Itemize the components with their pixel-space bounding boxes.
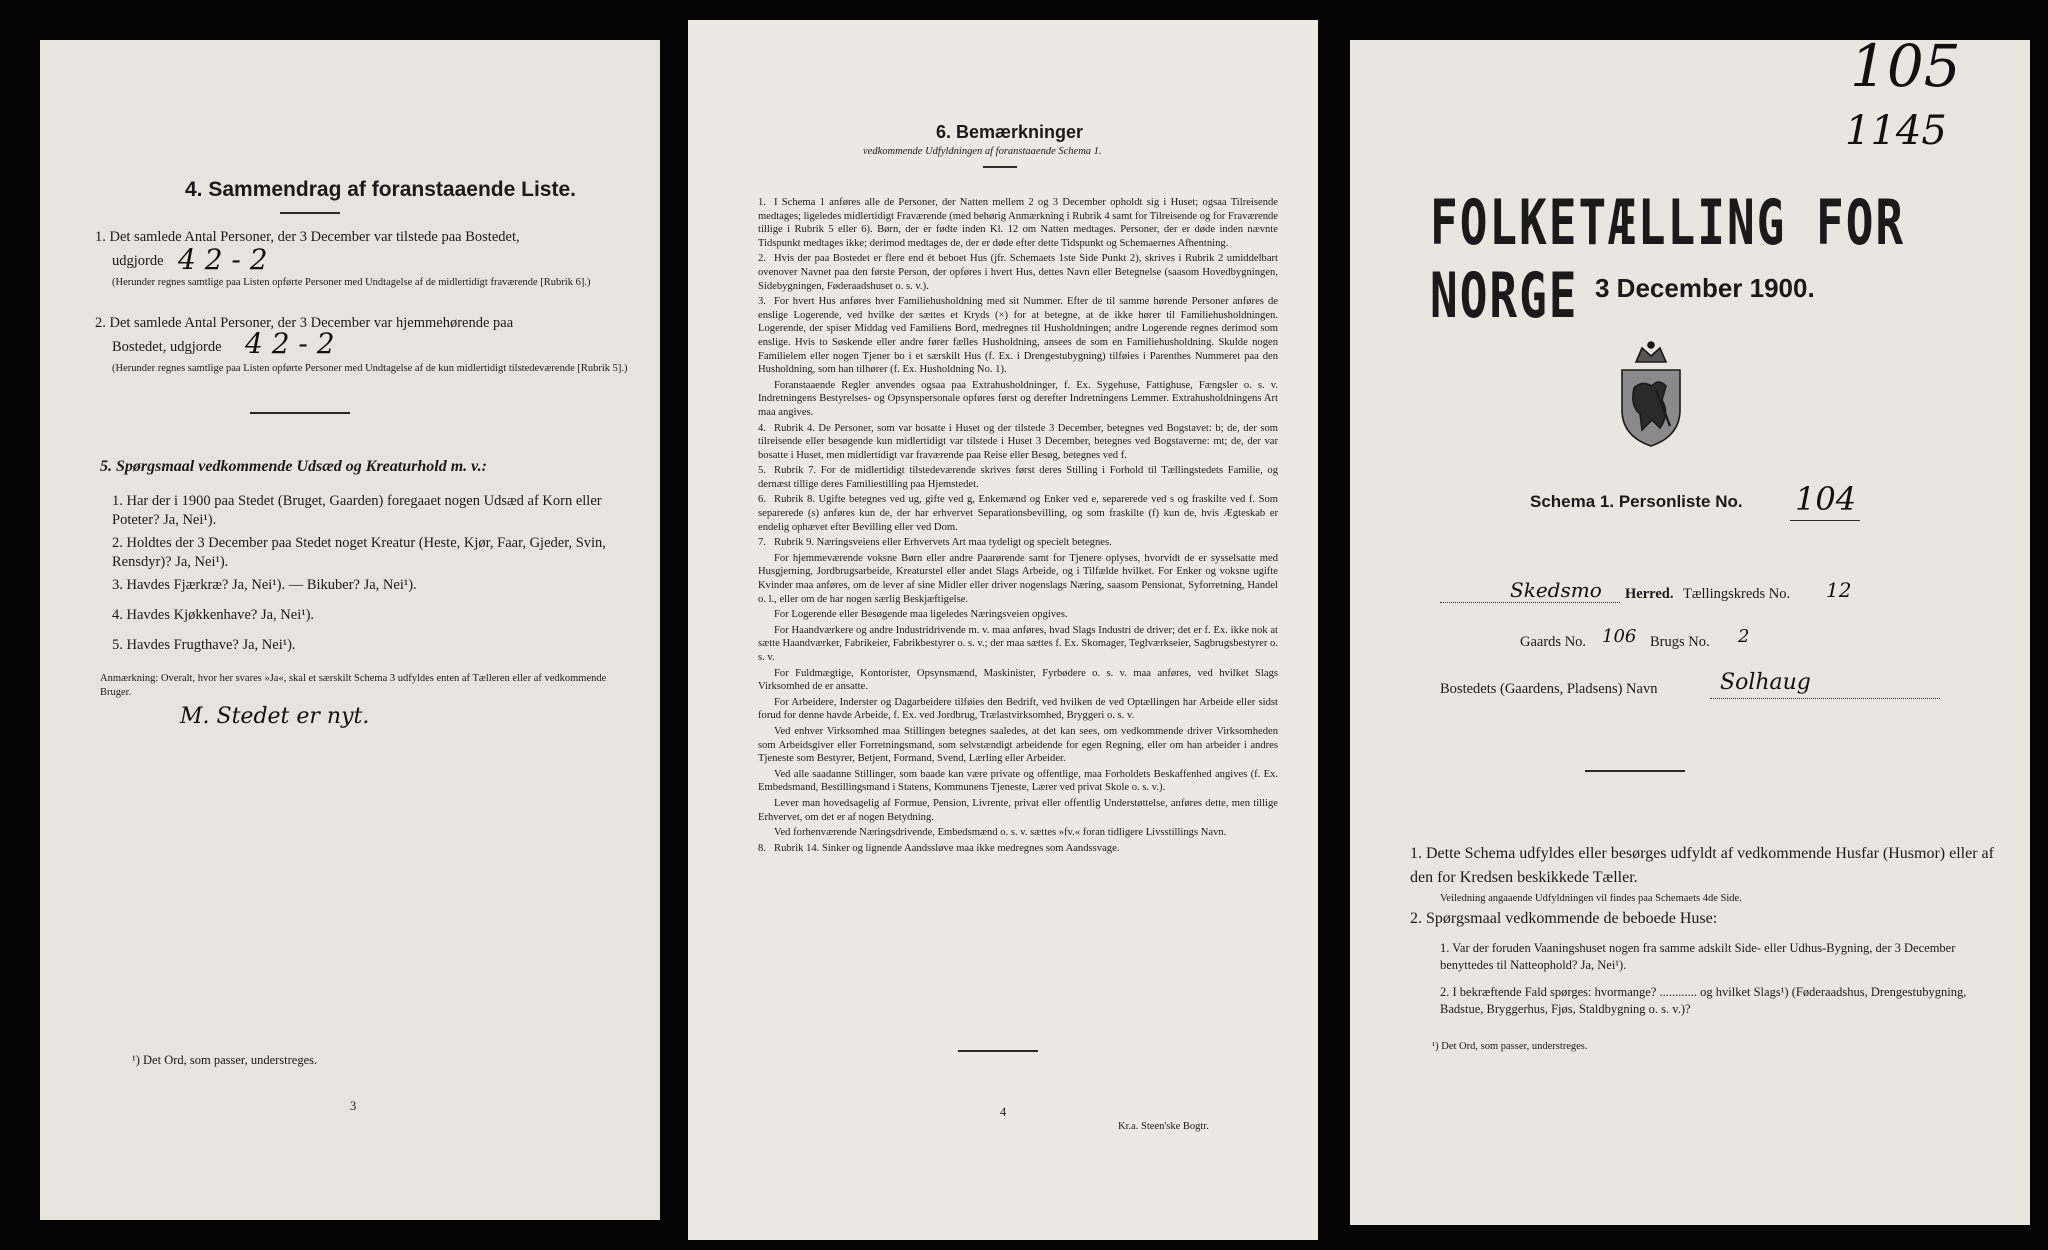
kreds-value: 12 <box>1826 578 1852 602</box>
page-left <box>40 40 660 1220</box>
instruction-2: 2. Spørgsmaal vedkommende de beboede Huse: <box>1410 910 1718 927</box>
question-3: 3. Havdes Fjærkræ? Ja, Nei¹). — Bikuber? Ja, Nei¹). <box>112 577 417 593</box>
note-item: 7. Rubrik 9. Næringsveiens eller Erhvervets Art maa tydeligt og specielt betegnes. <box>758 537 1112 549</box>
printer-credit: Kr.a. Steen'ske Bogtr. <box>1118 1121 1209 1132</box>
personliste-number: 104 <box>1795 480 1857 518</box>
instruction-1: 1. Dette Schema udfyldes eller besørges udfyldt af vedkommende Husfar (Husmor) eller af den for Kredsen beskikkede Tæller. <box>1410 845 1994 886</box>
note-item: 3. For hvert Hus anføres hver Familiehusholdning med sit Nummer. Efter de til samme hørende Personer anføres de enslige Logerende, ved hvilke der sættes et Kryds (×) for at betegne, at de ikke hører til Familiehusholdningen. Logerende, der spiser Middag ved Familiens Bord, medregnes til Husholdningen; andre Logerende regnes derimod som enslige. Hvis to Søskende eller andre fører fælles Husholdning, ansees de som en Familiehusholdning. Skulde nogen Familielem eller nogen Tjener bo i et særskilt Hus (f. Ex. i Drengestubygning) tilføies i Parenthes Nummeret paa den Husholdning, som han tilhører (f. Ex. Husholdning No. 1). <box>758 296 1278 376</box>
item1-label: udgjorde <box>112 253 164 269</box>
main-title: FOLKETÆLLING FOR NORGE <box>1430 186 1906 332</box>
note-item: For Haandværkere og andre Industridrivende m. v. maa anføres, hvad Slags Industri de driver; det er f. Ex. ikke nok at sætte Haandværker, Fabrikeier, Fabrikbestyrer o. s. v.; der maa sættes f. Ex. Skomager, Teglværkseier, Sagbrugsbestyrer o. s. v. <box>758 624 1278 663</box>
note-item: For hjemmeværende voksne Børn eller andre Paarørende samt for Tjenere oplyses, hvorvidt de er sysselsatte med Husgjerning, Jordbrugsarbeide, Kreaturstel eller andet Slags Arbeide, og i Tilfælde hvilket. For Enker og voksne ugifte Kvinder maa anføres, om de lever af sine Midler eller driver nogenslags Næring, saasom Pensionat, Syforretning, Handel o. l., eller om de har nogen særlig Beskjæftigelse. <box>758 552 1278 605</box>
section5-title: 5. Spørgsmaal vedkommende Udsæd og Kreaturhold m. v.: <box>100 458 487 475</box>
instruction-2-q1: 1. Var der foruden Vaaningshuset nogen fra samme adskilt Side- eller Udhus-Bygning, der 3 December benyttedes til Natteophold? Ja, Nei¹). <box>1440 941 1956 972</box>
note-item: 8. Rubrik 14. Sinker og lignende Aandssløve maa ikke medregnes som Aandssvage. <box>758 842 1120 854</box>
handwritten-note: M. Stedet er nyt. <box>180 704 370 729</box>
herred-line <box>1440 602 1620 603</box>
gaards-label: Gaards No. <box>1520 634 1587 650</box>
bosted-line <box>1710 698 1940 699</box>
anmerkning: Anmærkning: Overalt, hvor her svares »Ja«, skal et særskilt Schema 3 udfyldes enten af Tælleren eller af vedkommende Bruger. <box>100 673 607 698</box>
item2-note: (Herunder regnes samtlige paa Listen opførte Personer med Undtagelse af de kun midlertidigt tilstedeværende [Rubrik 5].) <box>112 363 628 374</box>
note-item: Lever man hovedsagelig af Formue, Pension, Livrente, privat eller offentlig Understøttelse, anføres dette, men tillige Erhvervet, om det er af nogen Betydning. <box>758 797 1278 823</box>
section6-subtitle: vedkommende Udfyldningen af foranstaaende Schema 1. <box>863 146 1102 157</box>
item1-note: (Herunder regnes samtlige paa Listen opførte Personer med Undtagelse af de midlertidigt fraværende [Rubrik 6].) <box>112 277 591 288</box>
bosted-label: Bostedets (Gaardens, Pladsens) Navn <box>1440 681 1658 697</box>
section4-title: 4. Sammendrag af foranstaaende Liste. <box>185 178 576 201</box>
notes-list <box>758 196 1278 857</box>
note-item: Ved alle saadanne Stillinger, som baade kan være private og offentlige, maa Forholdets Beskaffenhed angives (f. Ex. Embedsmand, Bestillingsmand i Statens, Kommunens Tjeneste, Lærer ved privat Skole o. s. v.). <box>758 768 1278 794</box>
brugs-label: Brugs No. <box>1650 634 1710 650</box>
coat-of-arms-icon <box>1612 340 1690 450</box>
herred-label: Herred. <box>1625 586 1674 602</box>
note-item: For Logerende eller Besøgende maa ligeledes Næringsveien opgives. <box>774 609 1068 621</box>
note-item: 2. Hvis der paa Bostedet er flere end ét beboet Hus (jfr. Schemaets 1ste Side Punkt 2), skrives i Rubrik 2 umiddelbart ovenover Navnet paa den første Person, der opføres i hvert Hus, dettes Navn eller Betegnelse (saasom Hovedbygningen, Sidebygningen, Føderaadshuset o. s. v.). <box>758 253 1278 292</box>
note-item: 6. Rubrik 8. Ugifte betegnes ved ug, gifte ved g, Enkemænd og Enker ved e, separerede ved s og fraskilte ved f. Som separerede (s) anføres kun de, der har erhvervet Separationsbevilling, og som fraskilte (f) kun de, hvis Ægteskab er endelig ophævet efter Bevilling eller ved Dom. <box>758 494 1278 533</box>
gaards-value: 106 <box>1602 626 1637 647</box>
divider <box>983 166 1017 168</box>
page-number: 3 <box>350 1099 357 1113</box>
item1-handwriting: 4 2 - 2 <box>178 243 268 276</box>
section6-title: 6. Bemærkninger <box>936 122 1084 142</box>
instruction-1-sub: Veiledning angaaende Udfyldningen vil findes paa Schemaets 4de Side. <box>1440 893 1742 904</box>
divider <box>1585 770 1685 772</box>
note-item: Ved enhver Virksomhed maa Stillingen betegnes saaledes, at det kan sees, om vedkommende driver Virksomheden som Arbeidsgiver eller Forretningsmand, som selvstændigt arbeidende for egen Regning, eller om han arbeider i andres Tjeneste som Bestyrer, Betjent, Formand, Svend, Lærling eller Arbeider. <box>758 725 1278 765</box>
page-middle <box>688 20 1318 1240</box>
divider <box>958 1050 1038 1052</box>
question-5: 5. Havdes Frugthave? Ja, Nei¹). <box>112 637 296 653</box>
item2-label: Bostedet, udgjorde <box>112 339 222 355</box>
dotted-line <box>1790 520 1860 521</box>
item2-handwriting: 4 2 - 2 <box>245 327 335 360</box>
archive-number: 1145 <box>1845 108 1947 154</box>
question-4: 4. Havdes Kjøkkenhave? Ja, Nei¹). <box>112 607 315 623</box>
kreds-label: Tællingskreds No. <box>1683 586 1791 602</box>
bosted-value: Solhaug <box>1720 670 1811 695</box>
note-item: Ved forhenværende Næringsdrivende, Embedsmænd o. s. v. sættes »fv.« foran tidligere Livsstillings Navn. <box>774 827 1227 839</box>
note-item: For Arbeidere, Inderster og Dagarbeidere tilføies den Bedrift, ved hvilken de ved Optællingen har Arbeide eller sidst forud for denne havde Arbeide, f. Ex. ved Jordbrug, Trælastvirksomhed, Bryggeri o. s. v. <box>758 696 1278 722</box>
divider <box>250 412 350 414</box>
note-item: 4. Rubrik 4. De Personer, som var bosatte i Huset og der tilstede 3 December, betegnes ved Bogstavet: b; de, der som tilreisende eller besøgende kun midlertidigt var tilstede i Huset 3 December, betegnes ved Bogstaverne: mt; de, der var bosatte i Huset, men midlertidigt var fraværende paa Reise eller Besøg, betegnes ved f. <box>758 422 1278 461</box>
census-date: 3 December 1900. <box>1595 273 1815 303</box>
divider <box>280 212 340 214</box>
page-right <box>1350 40 2030 1225</box>
note-item: For Fuldmægtige, Kontorister, Opsynsmænd, Maskinister, Fyrbødere o. s. v. maa anføres, ved hvilket Slags Virksomhed de er ansatte. <box>758 667 1278 693</box>
stamp-number: 105 <box>1850 40 1961 100</box>
instruction-2-q2: 2. I bekræftende Fald spørges: hvormange? ............ og hvilket Slags¹) (Føderaadshus, Drengestubygning, Badstue, Bryggerhus, Fjøs, Staldbygning o. s. v.)? <box>1440 985 1967 1016</box>
item1-text: 1. Det samlede Antal Personer, der 3 December var tilstede paa Bostedet, <box>95 229 520 245</box>
brugs-value: 2 <box>1738 626 1750 647</box>
note-item: 5. Rubrik 7. For de midlertidigt tilstedeværende skrives først deres Stilling i Forhold til Tællingstedets Familie, og dernæst tillige deres Familiestilling paa Hjemstedet. <box>758 465 1278 490</box>
question-2: 2. Holdtes der 3 December paa Stedet noget Kreatur (Heste, Kjør, Faar, Gjeder, Svin, Rensdyr)? Ja, Nei¹). <box>112 535 606 570</box>
question-1: 1. Har der i 1900 paa Stedet (Bruget, Gaarden) foregaaet nogen Udsæd af Korn eller Poteter? Ja, Nei¹). <box>112 493 602 528</box>
footnote: ¹) Det Ord, som passer, understreges. <box>1432 1041 1588 1052</box>
schema-label: Schema 1. Personliste No. <box>1530 492 1743 511</box>
note-item: Foranstaaende Regler anvendes ogsaa paa Extrahusholdninger, f. Ex. Sygehuse, Fattighuse, Fængsler o. s. v. Indretningens Bestyrelses- og Opsynspersonale opføres først og derefter Indretningens Lemmer. Extrahusholdningens Art maa angives. <box>758 379 1278 418</box>
page-number: 4 <box>1000 1105 1007 1119</box>
note-item: 1. I Schema 1 anføres alle de Personer, der Natten mellem 2 og 3 December opholdt sig i Huset; ogsaa Tilreisende medtages; ligeledes midlertidigt Fraværende (med behørig Anmærkning i Rubrik 4 samt for Tilreisende og for Fraværende tillige i Rubrik 5 eller 6). Børn, der er fødte inden Kl. 12 om Natten medtages. Personer, der er døde inden nævnte Tidspunkt medtages ikke; derimod medtages de, der er døde efter dette Tidspunkt og Schemaernes Afhentning. <box>758 197 1278 249</box>
item2-text: 2. Det samlede Antal Personer, der 3 December var hjemmehørende paa <box>95 315 514 331</box>
herred-value: Skedsmo <box>1510 578 1602 602</box>
footnote: ¹) Det Ord, som passer, understreges. <box>132 1053 318 1067</box>
